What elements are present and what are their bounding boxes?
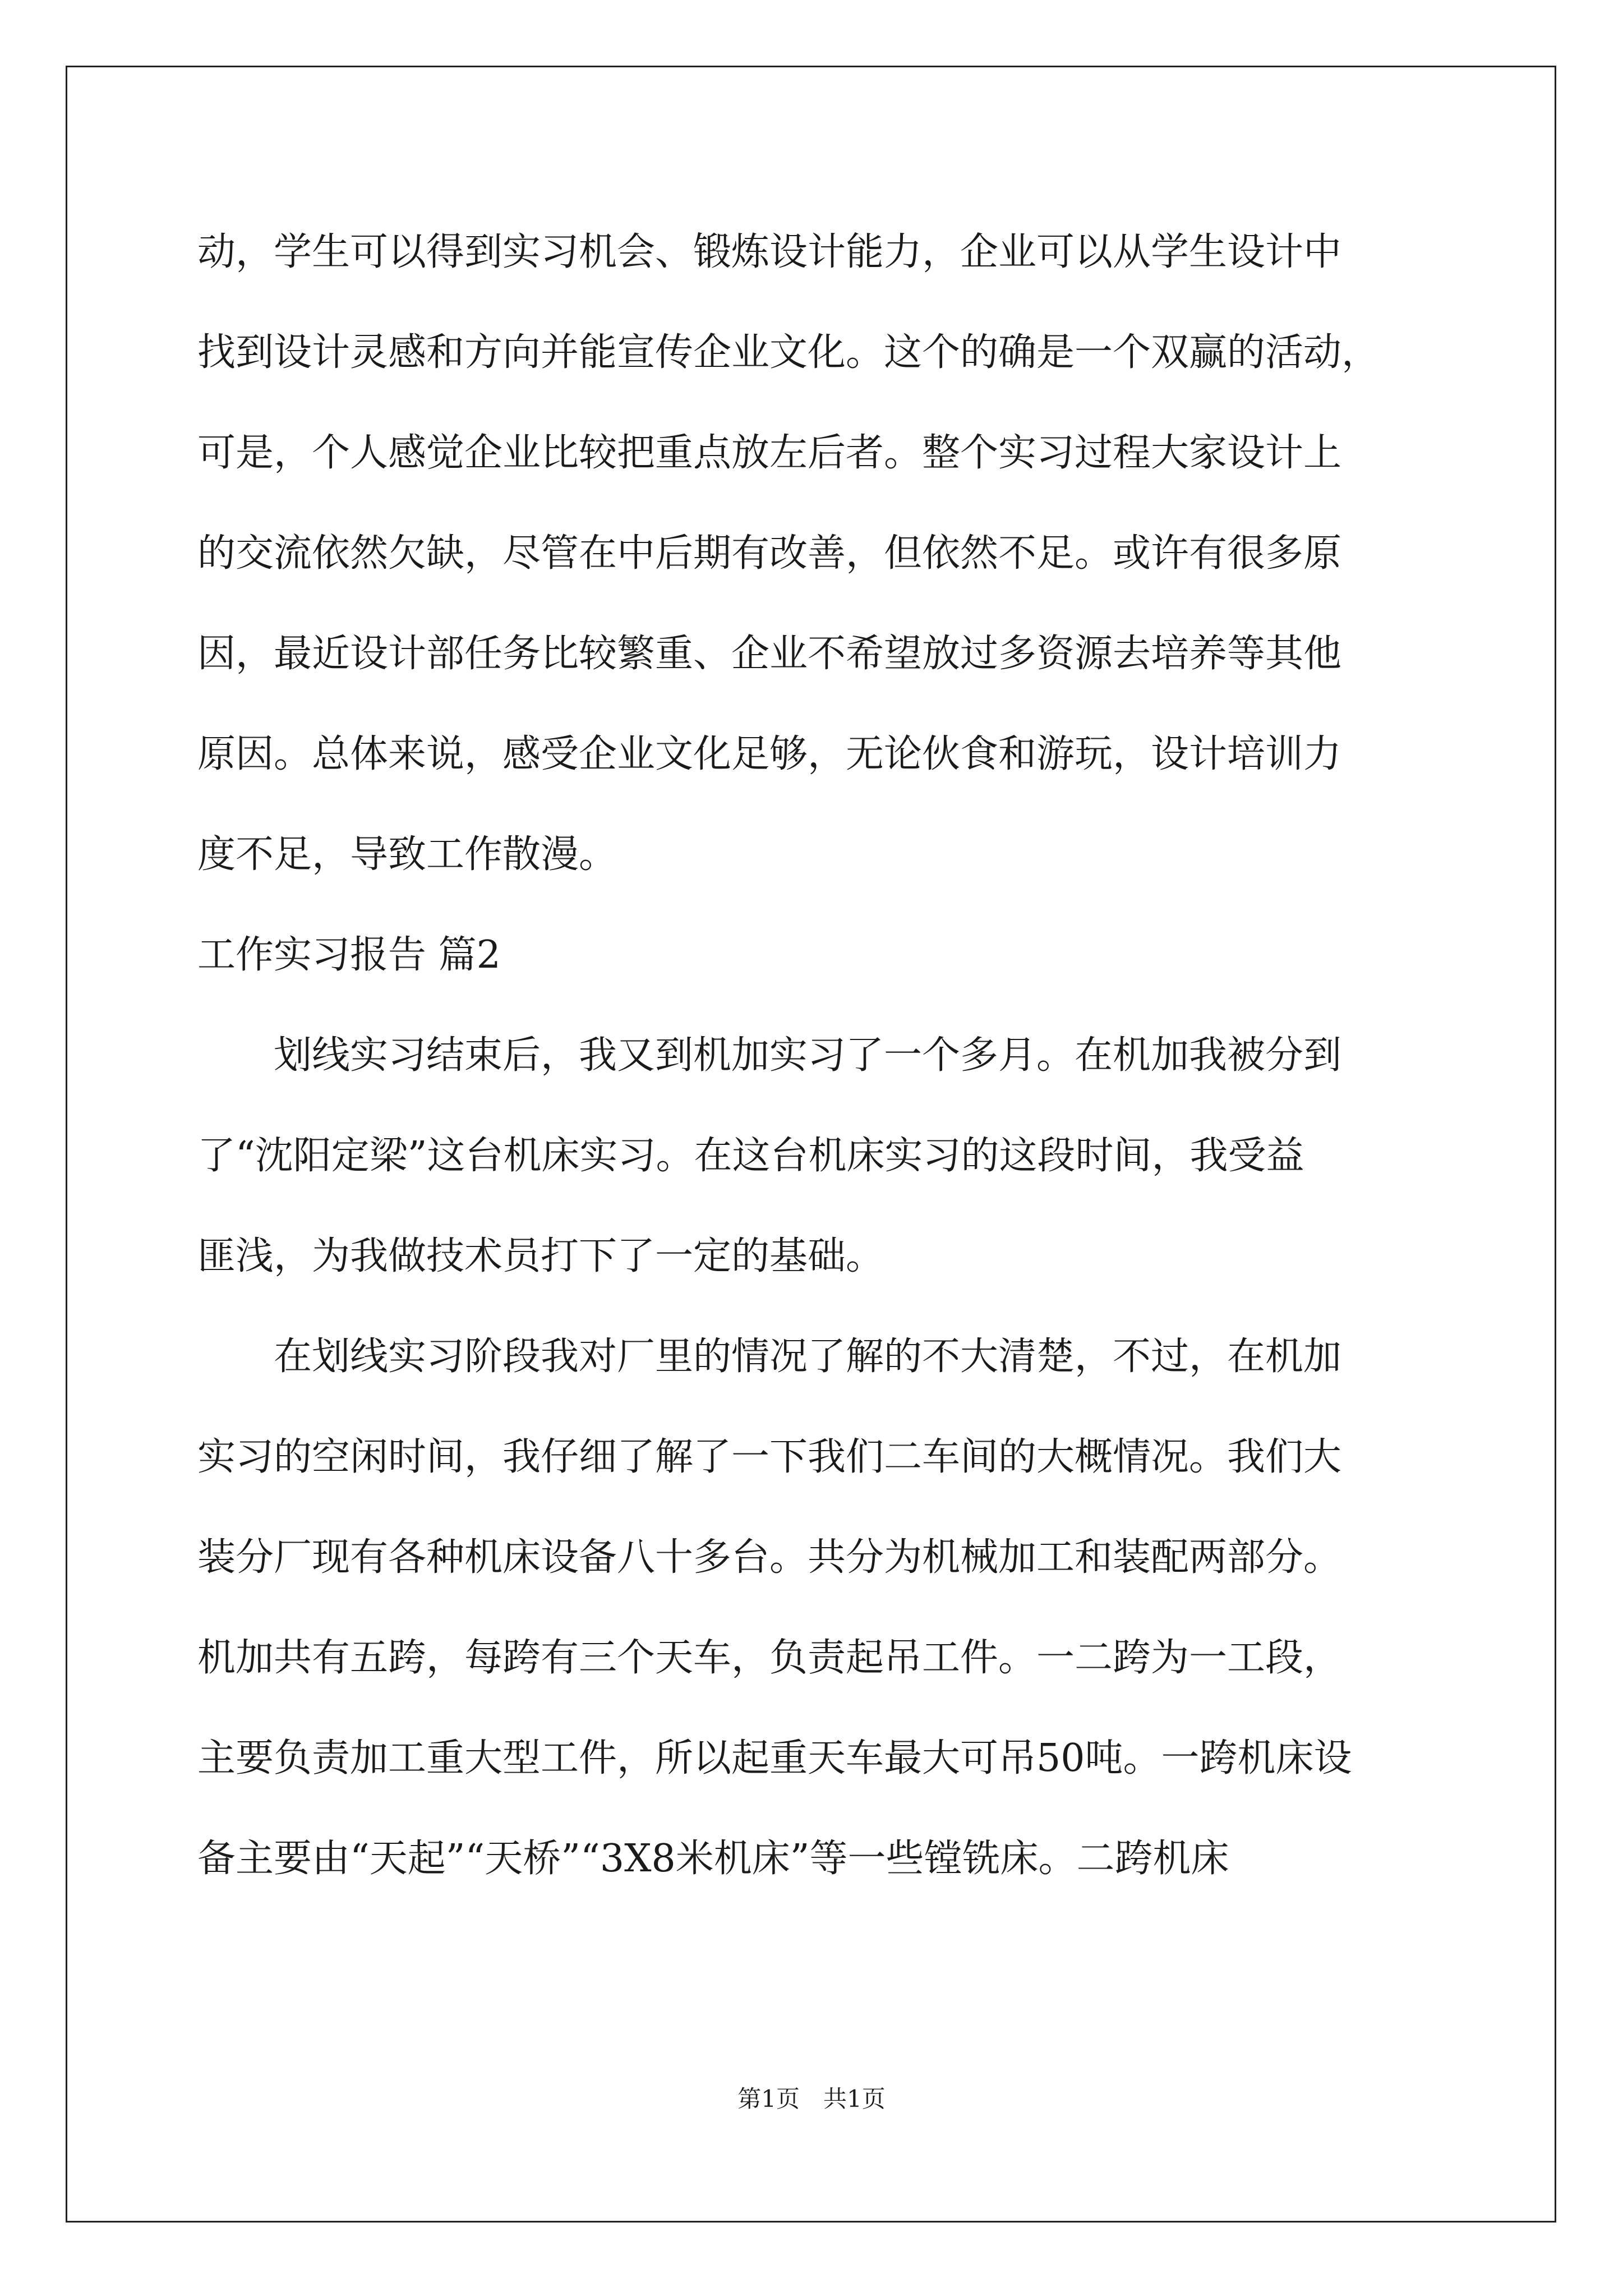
text-line: 主要负责加工重大型工件，所以起重天车最大可吊50吨。一跨机床设	[197, 1736, 1352, 1780]
text-line: 装分厂现有各种机床设备八十多台。共分为机械加工和装配两部分。	[197, 1535, 1342, 1580]
text-line: 度不足，导致工作散漫。	[197, 832, 617, 877]
text-line: 找到设计灵感和方向并能宣传企业文化。这个的确是一个双赢的活动，	[197, 330, 1380, 375]
text-line: 机加共有五跨，每跨有三个天车，负责起吊工件。一二跨为一工段，	[197, 1636, 1342, 1680]
text-line: 在划线实习阶段我对厂里的情况了解的不大清楚，不过，在机加	[197, 1335, 1342, 1379]
text-line: 原因。总体来说，感受企业文化足够，无论伙食和游玩，设计培训力	[197, 732, 1342, 776]
text-line: 划线实习结束后，我又到机加实习了一个多月。在机加我被分到	[197, 1033, 1342, 1078]
text-line: 实习的空闲时间，我仔细了解了一下我们二车间的大概情况。我们大	[197, 1435, 1342, 1479]
text-line: 备主要由“天起”“天桥”“3X8米机床”等一些镗铣床。二跨机床	[197, 1837, 1229, 1881]
section-heading: 工作实习报告 篇2	[197, 933, 501, 977]
text-line: 匪浅，为我做技术员打下了一定的基础。	[197, 1234, 884, 1278]
text-line: 可是，个人感觉企业比较把重点放左后者。整个实习过程大家设计上	[197, 431, 1342, 475]
text-line: 动，学生可以得到实习机会、锻炼设计能力，企业可以从学生设计中	[197, 230, 1342, 274]
text-line: 的交流依然欠缺，尽管在中后期有改善，但依然不足。或许有很多原	[197, 531, 1342, 576]
text-line: 了“沈阳定梁”这台机床实习。在这台机床实习的这段时间，我受益	[197, 1134, 1304, 1178]
text-line: 因，最近设计部任务比较繁重、企业不希望放过多资源去培养等其他	[197, 632, 1342, 676]
page-footer: 第1页 共1页	[737, 2085, 886, 2113]
